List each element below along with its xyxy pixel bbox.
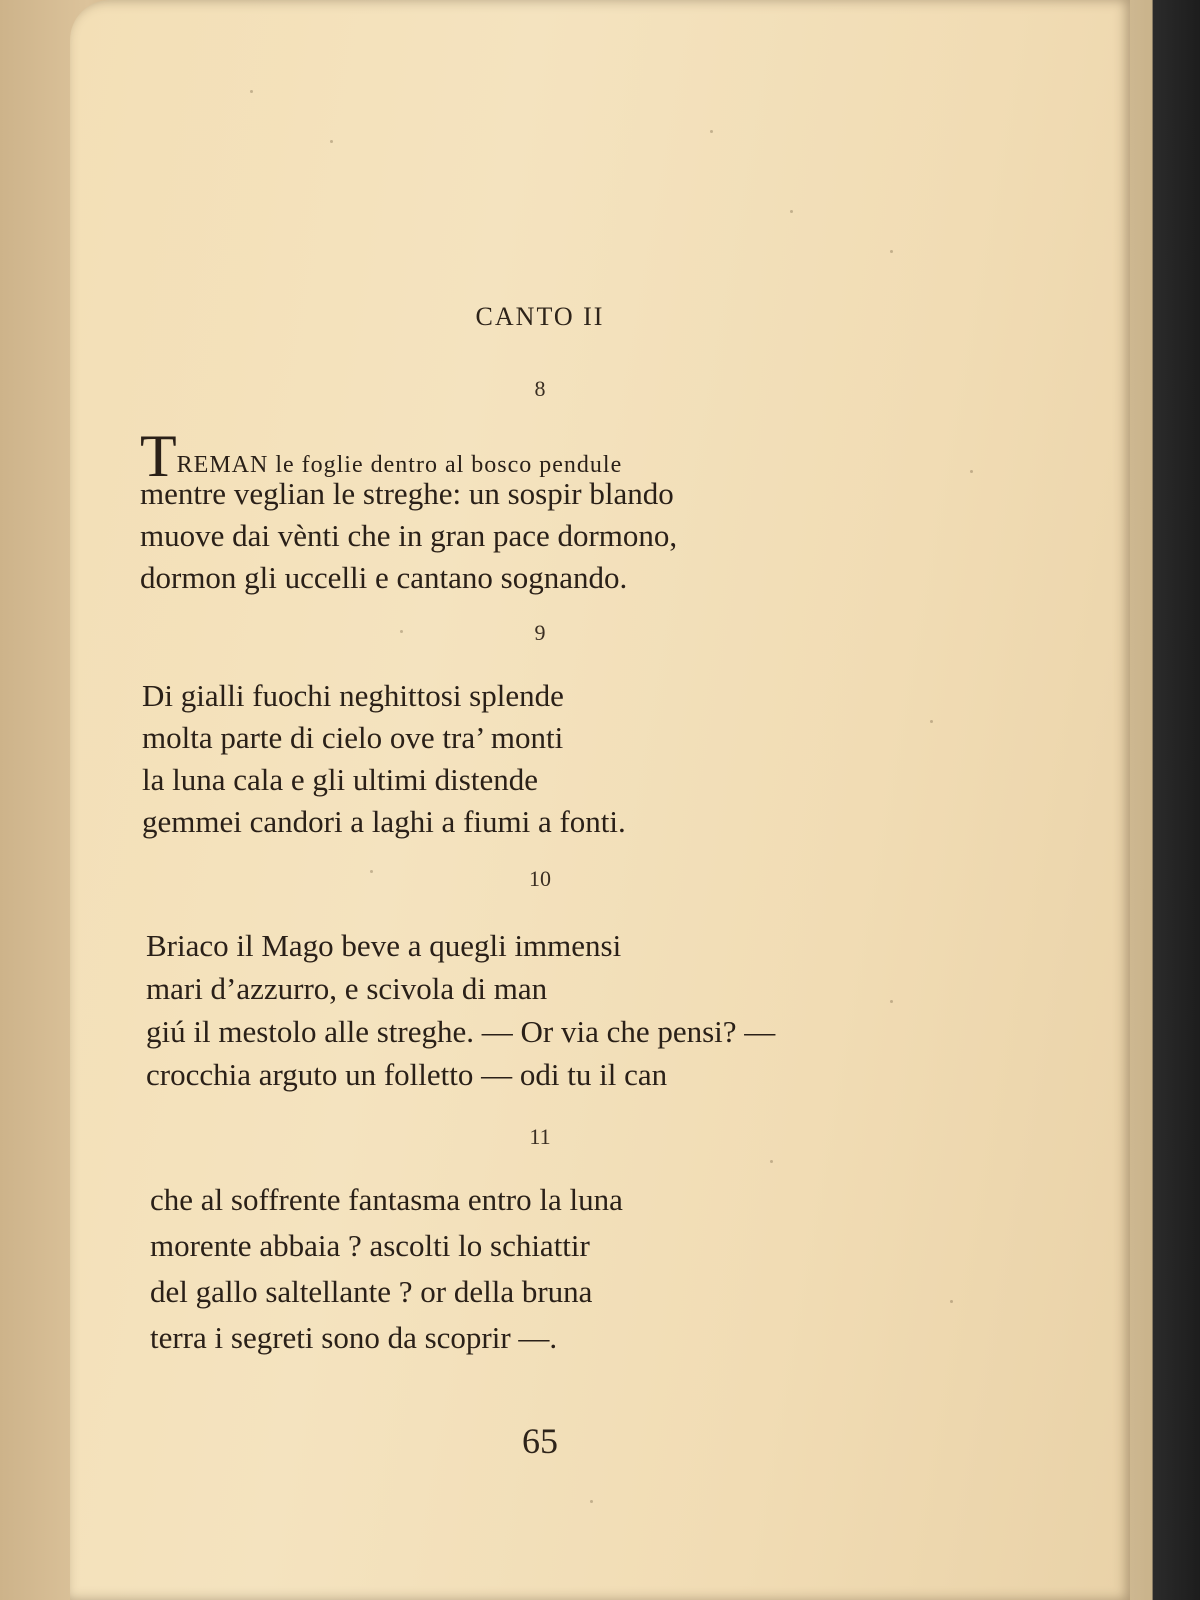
verse-line: la luna cala e gli ultimi distende — [142, 762, 538, 797]
verse-line: mentre veglian le streghe: un sospir blando — [140, 476, 674, 511]
stanza-number: 10 — [529, 866, 551, 891]
stanza-number: 8 — [534, 376, 546, 401]
verse-line: mari d’azzurro, e scivola di man — [146, 971, 548, 1006]
verse-line: dormon gli uccelli e cantano sognando. — [140, 560, 628, 595]
drop-cap: T — [140, 423, 177, 489]
verse-line: molta parte di cielo ove tra’ monti — [142, 720, 564, 755]
verse-line: giú il mestolo alle streghe. — Or via che pensi? — — [146, 1014, 776, 1049]
verse-line: che al soffrente fantasma entro la luna — [150, 1182, 623, 1217]
verse-line: gemmei candori a laghi a fiumi a fonti. — [142, 804, 626, 839]
verse-line: morente abbaia ? ascolti lo schiattir — [150, 1228, 590, 1263]
verse-line — [140, 423, 623, 489]
verse-line: Briaco il Mago beve a quegli immensi — [146, 928, 622, 963]
page-number: 65 — [522, 1421, 558, 1461]
verse-line: terra i segreti sono da scoprir —. — [150, 1320, 558, 1355]
verse-line: del gallo saltellante ? or della bruna — [150, 1274, 593, 1309]
canto-heading: CANTO II — [475, 302, 605, 331]
stanza-number: 9 — [534, 620, 546, 645]
verse-line: muove dai vènti che in gran pace dormono, — [140, 518, 678, 553]
book-page — [70, 0, 1130, 1600]
verse-line: Di gialli fuochi neghittosi splende — [142, 678, 564, 713]
stanza-number: 11 — [529, 1124, 551, 1149]
verse-line: crocchia arguto un folletto — odi tu il can — [146, 1057, 668, 1092]
verse-line-text: REMAN le foglie dentro al bosco pendule — [176, 452, 623, 478]
